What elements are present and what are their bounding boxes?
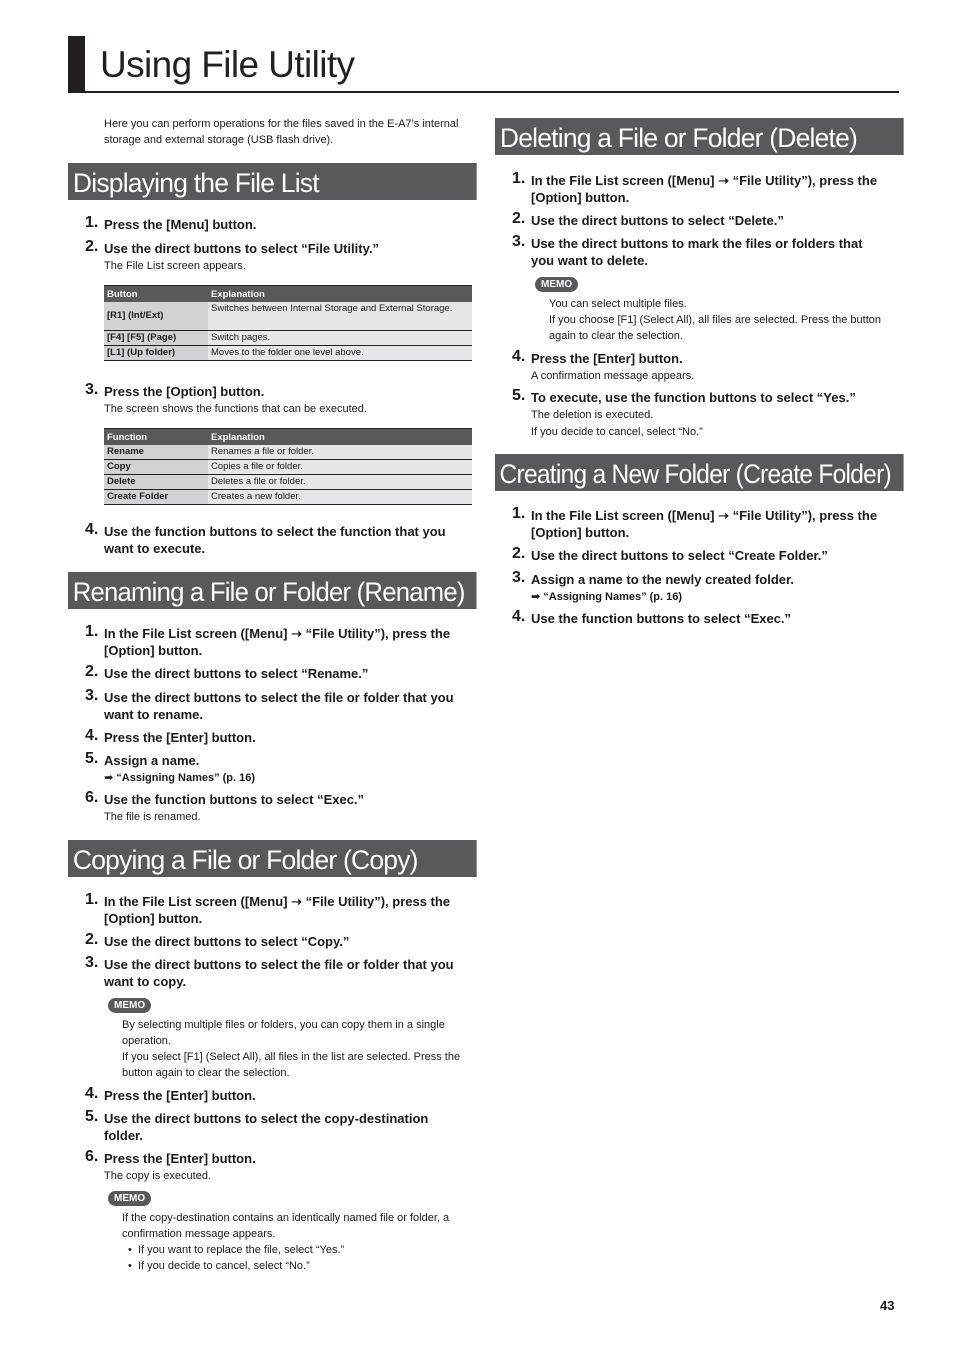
step-2: 2. Use the direct buttons to select “Copy.” bbox=[85, 931, 350, 949]
table-row: Copy Copies a file or folder. bbox=[104, 460, 472, 475]
memo-badge: MEMO bbox=[108, 1188, 151, 1206]
list-item: • If you decide to cancel, select “No.” bbox=[128, 1260, 310, 1272]
table-row: Delete Deletes a file or folder. bbox=[104, 475, 472, 490]
page-title: Using File Utility bbox=[100, 44, 355, 85]
section-heading: Creating a New Folder (Create Folder) bbox=[495, 454, 903, 491]
section-display bbox=[68, 163, 472, 200]
step-1: 1. In the File List screen ([Menu] ➝ “File Utility”), press the [Option] button. bbox=[85, 891, 451, 926]
memo-text: If the copy-destination contains an identically named file or folder, a confirmation message appears. • If you want to replace the file, select “Yes.” • If you decide to cancel, select “No.” bbox=[122, 1210, 452, 1274]
section-heading: Displaying the File List bbox=[68, 163, 477, 200]
section-rename bbox=[68, 572, 472, 609]
step-1: 1. In the File List screen ([Menu] ➝ “File Utility”), press the [Option] button. bbox=[85, 623, 451, 658]
step-1: 1. In the File List screen ([Menu] ➝ “File Utility”), press the [Option] button. bbox=[512, 505, 878, 540]
step-2: 2. Use the direct buttons to select “Create Folder.” bbox=[512, 545, 828, 563]
page-reference: ➡ “Assigning Names” (p. 16) bbox=[104, 772, 256, 784]
page-reference: ➡ “Assigning Names” (p. 16) bbox=[531, 591, 683, 603]
intro-text: Here you can perform operations for the files saved in the E-A7’s internal storage and external storage (USB flash drive). bbox=[104, 118, 459, 146]
step-2: 2. Use the direct buttons to select “Delete.” bbox=[512, 210, 784, 228]
arrow-right-icon: ➡ bbox=[104, 772, 114, 784]
function-table: Function Explanation Rename Renames a file or folder. Copy Copies a file or folder. Delete Deletes a file or folder. Create Folder Creates a new folder. bbox=[104, 428, 472, 505]
table-row: Rename Renames a file or folder. bbox=[104, 445, 472, 460]
step-3: 3. Use the direct buttons to select the file or folder that you want to copy. bbox=[85, 954, 454, 989]
step-3: 3. Use the direct buttons to select the file or folder that you want to rename. bbox=[85, 687, 454, 722]
step-4: 4. Use the function buttons to select the function that you want to execute. bbox=[85, 521, 446, 556]
step-5: 5. Assign a name. ➡ “Assigning Names” (p. 16) bbox=[68, 752, 458, 786]
table-row: Create Folder Creates a new folder. bbox=[104, 490, 472, 505]
section-heading: Deleting a File or Folder (Delete) bbox=[495, 118, 904, 155]
page-number: 43 bbox=[880, 1298, 895, 1313]
step-4: 4. Press the [Enter] button. bbox=[85, 727, 256, 745]
section-heading: Renaming a File or Folder (Rename) bbox=[68, 572, 477, 609]
step-2: 2. Use the direct buttons to select “Rename.” bbox=[85, 663, 369, 681]
step-5: 5. To execute, use the function buttons to select “Yes.” The deletion is executed. If you decide to cancel, select “No.” bbox=[512, 387, 856, 438]
memo-text: By selecting multiple files or folders, you can copy them in a single operation. If you select [F1] (Select All), all files in the list are selected. Press the button again to clear the selection. bbox=[122, 1019, 461, 1079]
step-4: 4. Use the function buttons to select “Exec.” bbox=[512, 608, 792, 626]
section-copy bbox=[68, 840, 472, 877]
step-1: 1. In the File List screen ([Menu] ➝ “File Utility”), press the [Option] button. bbox=[512, 170, 878, 205]
section-heading: Copying a File or Folder (Copy) bbox=[68, 840, 477, 877]
button-table: Button Explanation [R1] (Int/Ext) Switches between Internal Storage and External Storage. [F4] [F5] (Page) Switch pages. [L1] (Up folder) Moves to the folder one level above. bbox=[104, 285, 472, 361]
step-3: 3. Press the [Option] button. The screen shows the functions that can be executed. bbox=[85, 381, 367, 415]
step-6: 6. Use the function buttons to select “Exec.” The file is renamed. bbox=[85, 789, 365, 823]
step-6: 6. Press the [Enter] button. The copy is executed. bbox=[85, 1148, 256, 1182]
title-marker bbox=[68, 36, 85, 91]
step-4: 4. Press the [Enter] button. A confirmation message appears. bbox=[512, 348, 695, 382]
step-1: 1. Press the [Menu] button. bbox=[85, 214, 257, 232]
table-row: [R1] (Int/Ext) Switches between Internal Storage and External Storage. bbox=[104, 302, 472, 331]
memo-badge: MEMO bbox=[108, 995, 151, 1013]
list-item: • If you want to replace the file, select “Yes.” bbox=[128, 1244, 345, 1256]
memo-badge: MEMO bbox=[535, 274, 578, 292]
section-create-folder bbox=[495, 454, 899, 491]
step-3: 3. Use the direct buttons to mark the files or folders that you want to delete. bbox=[512, 233, 863, 268]
memo-text: You can select multiple files. If you choose [F1] (Select All), all files are selected. Press the button again to clear the selection. bbox=[549, 298, 881, 342]
section-delete bbox=[495, 118, 899, 155]
table-row: [L1] (Up folder) Moves to the folder one level above. bbox=[104, 346, 472, 361]
arrow-right-icon: ➡ bbox=[531, 591, 541, 603]
step-2: 2. Use the direct buttons to select “File Utility.” The File List screen appears. bbox=[85, 238, 379, 272]
table-row: [F4] [F5] (Page) Switch pages. bbox=[104, 331, 472, 346]
step-4: 4. Press the [Enter] button. bbox=[85, 1085, 256, 1103]
step-5: 5. Use the direct buttons to select the copy-destination folder. bbox=[85, 1108, 429, 1143]
step-3: 3. Assign a name to the newly created folder. ➡ “Assigning Names” (p. 16) bbox=[495, 571, 885, 605]
page-title-bar bbox=[68, 36, 899, 93]
